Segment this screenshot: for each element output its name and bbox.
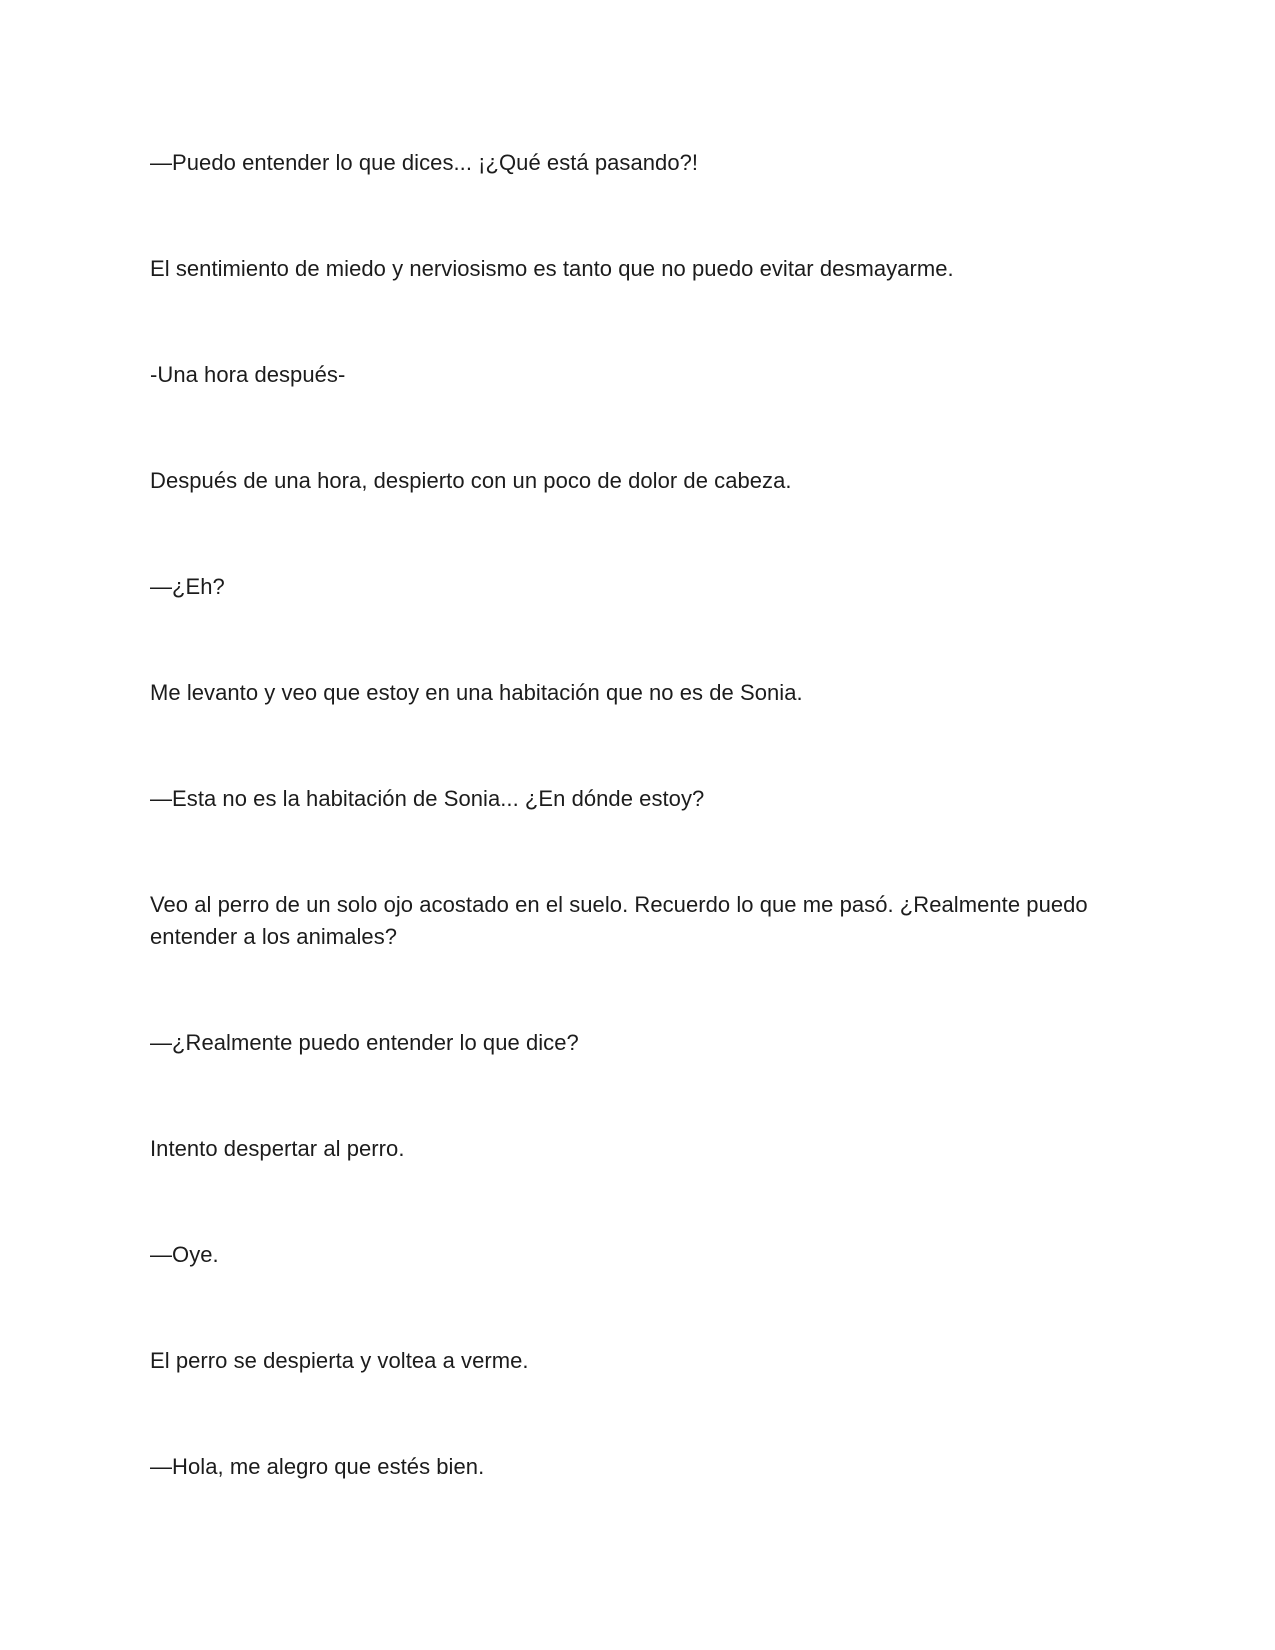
paragraph: —Puedo entender lo que dices... ¡¿Qué está pasando?! [150,150,699,175]
paragraph: El perro se despierta y voltea a verme. [150,1348,529,1373]
paragraph: -Una hora después- [150,362,346,387]
paragraph: —¿Eh? [150,574,225,599]
paragraph: —¿Realmente puedo entender lo que dice? [150,1030,579,1055]
paragraph: —Oye. [150,1242,219,1267]
paragraph: Me levanto y veo que estoy en una habitación que no es de Sonia. [150,680,803,705]
paragraph: —Esta no es la habitación de Sonia... ¿En dónde estoy? [150,786,705,811]
paragraph: El sentimiento de miedo y nerviosismo es tanto que no puedo evitar desmayarme. [150,256,954,281]
paragraph: Veo al perro de un solo ojo acostado en el suelo. Recuerdo lo que me pasó. ¿Realmente puedo entender a los animales? [150,892,1088,949]
paragraph: Intento despertar al perro. [150,1136,405,1161]
paragraph: —Hola, me alegro que estés bien. [150,1454,485,1479]
paragraph: Después de una hora, despierto con un poco de dolor de cabeza. [150,468,792,493]
